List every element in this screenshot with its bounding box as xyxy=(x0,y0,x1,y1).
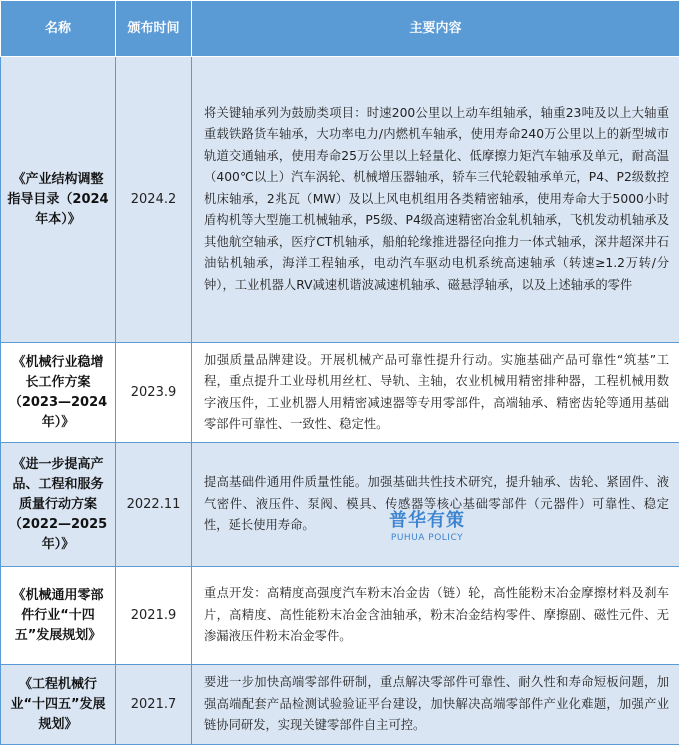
header-name: 名称 xyxy=(1,1,116,57)
table-row xyxy=(1,665,679,745)
table-row xyxy=(1,443,679,567)
row-name: 《产业结构调整指导目录（2024年本）》 xyxy=(1,57,116,343)
row-content: 提高基础件通用件质量性能。加强基础共性技术研究，提升轴承、齿轮、紧固件、液气密件、液压件、泵阀、模具、传感器等核心基础零部件（元器件）可靠性、稳定性，延长使用寿命。 xyxy=(192,443,679,567)
row-content: 加强质量品牌建设。开展机械产品可靠性提升行动。实施基础产品可靠性“筑基”工程，重点提升工业母机用丝杠、导轨、主轴，农业机械用精密排种器，工程机械用数字液压件，工业机器人用精密减速器等专用零部件，高端轴承、精密齿轮等通用基础零部件可靠性、一致性、稳定性。 xyxy=(192,343,679,443)
row-date: 2024.2 xyxy=(116,57,192,343)
row-date: 2021.9 xyxy=(116,567,192,665)
row-name: 《机械通用零部件行业“十四五”发展规划》 xyxy=(1,567,116,665)
row-name: 《机械行业稳增长工作方案（2023—2024年）》 xyxy=(1,343,116,443)
table-row xyxy=(1,567,679,665)
row-date: 2023.9 xyxy=(116,343,192,443)
watermark-text: 普华有策 xyxy=(382,510,472,532)
row-date: 2021.7 xyxy=(116,665,192,745)
header-content: 主要内容 xyxy=(192,1,679,57)
row-content: 将关键轴承列为鼓励类项目：时速200公里以上动车组轴承，轴重23吨及以上大轴重重载铁路货车轴承，大功率电力/内燃机车轴承，使用寿命240万公里以上的新型城市轨道交通轴承，使用寿命25万公里以上轻量化、低摩擦力矩汽车轴承及单元，耐高温（400℃以上）汽车涡轮、机械增压器轴承，轿车三代轮毂轴承单元，P4、P2级数控机床轴承，2兆瓦（MW）及以上风电机组用各类精密轴承，使用寿命大于5000小时盾构机等大型施工机械轴承，P5级、P4级高速精密冶金轧机轴承，飞机发动机轴承及其他航空轴承，医疗CT机轴承，船舶轮缘推进器径向推力一体式轴承，深井超深井石油钻机轴承，海洋工程轴承，电动汽车驱动电机系统高速轴承（转速≥1.2万转/分钟），工业机器人RV减速机谐波减速机轴承、磁悬浮轴承，以及上述轴承的零件 xyxy=(192,57,679,343)
table-header-row xyxy=(1,1,679,57)
row-name: 《进一步提高产品、工程和服务质量行动方案（2022—2025年）》 xyxy=(1,443,116,567)
header-date: 颁布时间 xyxy=(116,1,192,57)
row-name: 《工程机械行业“十四五”发展规划》 xyxy=(1,665,116,745)
watermark-subtext: PUHUA POLICY xyxy=(382,532,472,544)
table-row xyxy=(1,57,679,343)
row-date: 2022.11 xyxy=(116,443,192,567)
row-content: 要进一步加快高端零部件研制，重点解决零部件可靠性、耐久性和寿命短板问题，加强高端配套产品检测试验验证平台建设，加快解决高端零部件产业化难题，加强产业链协同研发，实现关键零部件自主可控。 xyxy=(192,665,679,745)
table-row xyxy=(1,343,679,443)
row-content: 重点开发：高精度高强度汽车粉末冶金齿（链）轮，高性能粉末冶金摩擦材料及刹车片，高精度、高性能粉末冶金含油轴承，粉末冶金结构零件、摩擦副、磁性元件、无渗漏液压件粉末冶金零件。 xyxy=(192,567,679,665)
